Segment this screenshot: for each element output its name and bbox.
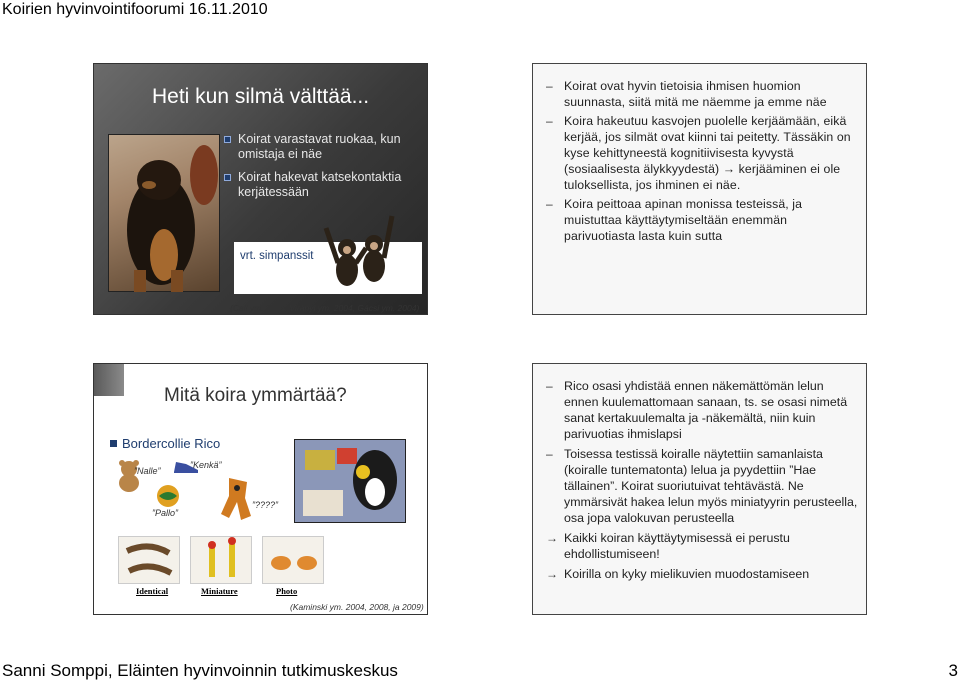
dog-with-toys-photo <box>294 439 406 523</box>
caption-identical: Identical <box>136 586 169 596</box>
label-question: ”????” <box>252 500 279 510</box>
notes-panel-2 <box>532 363 867 615</box>
label-nalle: ”Nalle” <box>134 466 161 476</box>
slide-2-bullet: Bordercollie Rico <box>110 436 220 451</box>
ball-icon <box>156 484 180 508</box>
page-footer-author: Sanni Somppi, Eläinten hyvinvoinnin tutkimuskeskus <box>2 661 398 680</box>
notes-panel-1 <box>532 63 867 315</box>
page-title: Koirien hyvinvointifoorumi 16.11.2010 <box>2 1 268 18</box>
notes-item: → Koirilla on kyky mielikuvien muodostamiseen <box>546 567 810 581</box>
dash-icon: – <box>546 379 553 393</box>
label-kenka: ”Kenkä” <box>190 460 222 470</box>
dash-icon: – <box>546 79 553 93</box>
slide-2-citation: (Kaminski ym. 2004, 2008, ja 2009) <box>290 602 424 612</box>
caption-miniature: Miniature <box>201 586 238 596</box>
toy-figure-icon <box>219 476 255 522</box>
photo-toy-image <box>262 536 324 584</box>
dash-icon: – <box>546 197 553 211</box>
slide-2 <box>93 363 428 615</box>
chimp-icon <box>322 208 402 290</box>
slide-1-title: Heti kun silmä välttää... <box>152 85 370 108</box>
bullet-square-icon <box>224 136 231 143</box>
teddy-bear-icon <box>114 459 144 493</box>
label-pallo: ”Pallo” <box>152 508 179 518</box>
notes-item: – Koira peittoaa apinan monissa testeissä, ja muistuttaa käyttäytymiseltään enemmän parivuotiasta lasta kuin sutta <box>546 197 803 243</box>
bullet-square-icon <box>110 440 117 447</box>
caption-photo: Photo <box>276 586 298 596</box>
dash-icon: – <box>546 447 553 461</box>
notes-item: → Kaikki koiran käyttäytymisessä ei perustu ehdollistumiseen! <box>546 531 790 561</box>
arrow-right-icon: → <box>546 567 558 581</box>
notes-item: – Koira hakeutuu kasvojen puolelle kerjäämään, eikä kerjää, jos silmät ovat kiinni tai peitetty. Tässäkin on kyse kehittyneestä kognitiivisesta kyvystä (sosiaalisesta älykkyydestä) → kerjääminen ei ole tuloksellista, jos ihminen ei näe. <box>546 114 851 192</box>
page-number: 3 <box>948 661 958 680</box>
miniature-toy-image <box>190 536 252 584</box>
chimp-label: vrt. simpanssit <box>240 250 314 262</box>
slide-1-bullets <box>224 132 424 208</box>
notes-item: – Koirat ovat hyvin tietoisia ihmisen huomion suunnasta, siitä mitä me näemme ja emme näe <box>546 79 827 109</box>
identical-toy-image <box>118 536 180 584</box>
slide-1-citation: (Call ym. 2003, Virányi ym. 2004, Gácsi ym. 2004) <box>230 303 420 313</box>
arrow-right-icon: → <box>546 531 558 545</box>
title-accent-bar <box>94 364 124 396</box>
bullet-item: Koirat varastavat ruokaa, kun omistaja ei näe <box>224 132 424 162</box>
dash-icon: – <box>546 114 553 128</box>
bullet-square-icon <box>224 174 231 181</box>
dog-photo <box>108 134 220 292</box>
chimp-image-box <box>234 242 422 294</box>
bullet-item: Koirat hakevat katsekontaktia kerjätessään <box>224 170 424 200</box>
notes-item: – Rico osasi yhdistää ennen näkemättömän lelun ennen kuulemattomaan sanaan, ts. se osasi nimetä sanat kertakuulemalta ja -näkemältä, niin kuin parivuotias ihmislapsi <box>546 379 848 441</box>
slide-2-title: Mitä koira ymmärtää? <box>164 385 347 406</box>
notes-item: – Toisessa testissä koiralle näytettiin samanlaista (koiralle tuntematonta) lelua ja pyydettiin ”Hae tällainen”. Koirat suoriutuivat tehtävästä. Ne ymmärsivät hakea lelun myös miniatyyrin perusteella, osa jopa valokuvan perusteella <box>546 447 858 525</box>
slide-1 <box>93 63 428 315</box>
